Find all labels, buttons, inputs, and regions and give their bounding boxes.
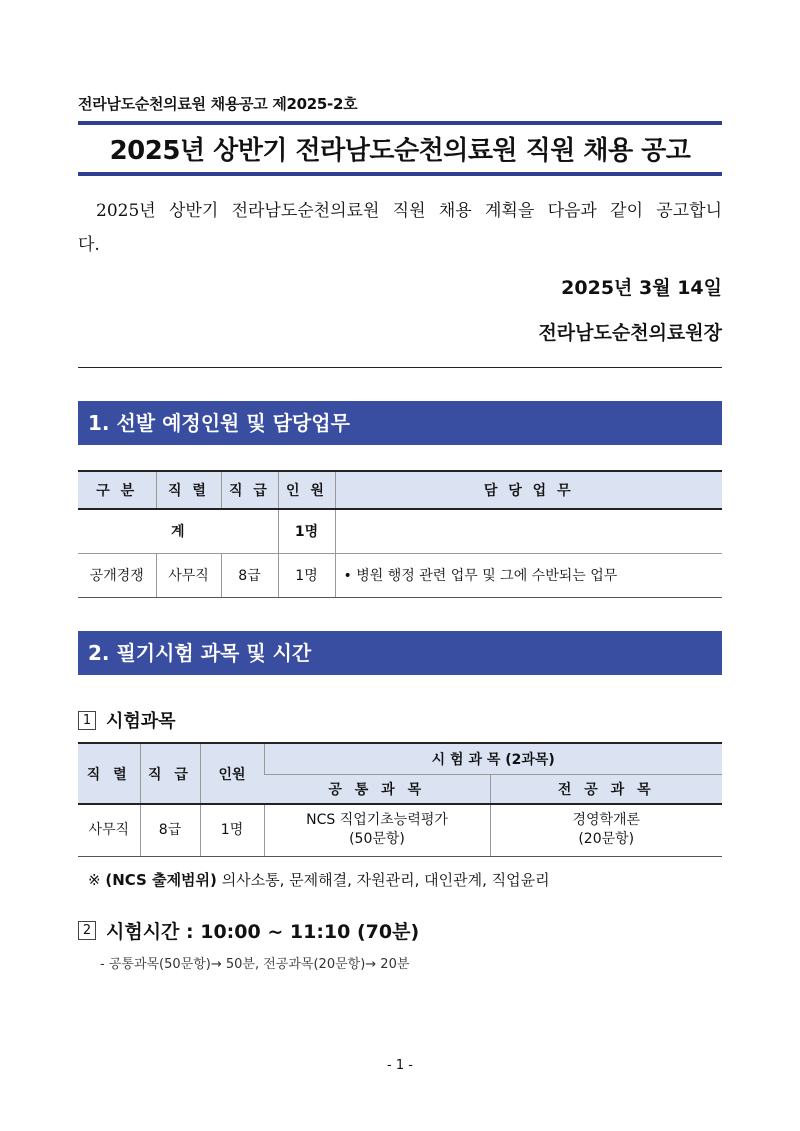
- row-count: 1명: [278, 553, 335, 597]
- row-type: 공개경쟁: [78, 553, 156, 597]
- table-header-row: [78, 471, 722, 509]
- row-common-subject: [264, 804, 490, 856]
- separator-line: [78, 367, 722, 368]
- col-header-series: 직 렬: [156, 471, 221, 509]
- col-header-type: 구 분: [78, 471, 156, 509]
- total-duty: [335, 509, 722, 553]
- document-title: 2025년 상반기 전라남도순천의료원 직원 채용 공고: [109, 136, 691, 166]
- subsection-exam-subjects: [78, 707, 176, 733]
- col-header-grade: 직 급: [140, 743, 200, 804]
- common-subject-name: NCS 직업기초능력평가: [306, 812, 448, 829]
- row-series: 사무직: [78, 804, 140, 856]
- row-count: 1명: [200, 804, 264, 856]
- total-label: 계: [78, 509, 278, 553]
- row-major-subject: [490, 804, 722, 856]
- table-row: [78, 804, 722, 856]
- table-row: [78, 553, 722, 597]
- title-rule-bottom: [78, 172, 722, 176]
- exam-time-detail: - 공통과목(50문항)→ 50분, 전공과목(20문항)→ 20분: [100, 957, 410, 972]
- intro-paragraph: 2025년 상반기 전라남도순천의료원 직원 채용 계획을 다음과 같이 공고합니다.: [78, 201, 722, 255]
- boxed-number-1: 1: [78, 711, 96, 730]
- col-header-major: 전 공 과 목: [490, 774, 722, 804]
- col-header-count: 인원: [200, 743, 264, 804]
- col-header-grade: 직 급: [221, 471, 278, 509]
- title-rule-top: [78, 121, 722, 125]
- subsection-exam-time: [78, 917, 419, 944]
- col-header-duty: 담 당 업 무: [335, 471, 722, 509]
- section1-heading: 1. 선발 예정인원 및 담당업무: [78, 401, 722, 445]
- section2-heading: 2. 필기시험 과목 및 시간: [78, 631, 722, 675]
- common-subject-items: (50문항): [349, 831, 405, 848]
- total-count: 1명: [278, 509, 335, 553]
- major-subject-name: 경영학개론: [572, 812, 641, 829]
- table-total-row: [78, 509, 722, 553]
- note-text: 의사소통, 문제해결, 자원관리, 대인관계, 직업윤리: [221, 871, 550, 889]
- row-duty: • 병원 행정 관련 업무 및 그에 수반되는 업무: [335, 553, 722, 597]
- col-header-common: 공 통 과 목: [264, 774, 490, 804]
- row-grade: 8급: [140, 804, 200, 856]
- announcement-date: 2025년 3월 14일: [561, 277, 722, 299]
- positions-table: [78, 470, 722, 598]
- note-label: (NCS 출제범위): [105, 871, 217, 889]
- col-header-subjects: 시 험 과 목 (2과목): [264, 743, 722, 774]
- issuer-name: 전라남도순천의료원장: [538, 322, 722, 344]
- ncs-scope-note: [88, 869, 550, 890]
- subsection-title: 시험과목: [106, 711, 176, 732]
- exam-subjects-table: [78, 742, 722, 857]
- table-header-row: [78, 743, 722, 774]
- page-number: - 1 -: [387, 1058, 413, 1073]
- row-series: 사무직: [156, 553, 221, 597]
- exam-time-title: 시험시간 : 10:00 ~ 11:10 (70분): [106, 921, 420, 943]
- note-mark: ※: [88, 871, 101, 889]
- row-grade: 8급: [221, 553, 278, 597]
- boxed-number-2: 2: [78, 921, 96, 940]
- notice-number: 전라남도순천의료원 채용공고 제2025-2호: [78, 95, 358, 113]
- col-header-series: 직 렬: [78, 743, 140, 804]
- major-subject-items: (20문항): [578, 831, 635, 848]
- col-header-count: 인 원: [278, 471, 335, 509]
